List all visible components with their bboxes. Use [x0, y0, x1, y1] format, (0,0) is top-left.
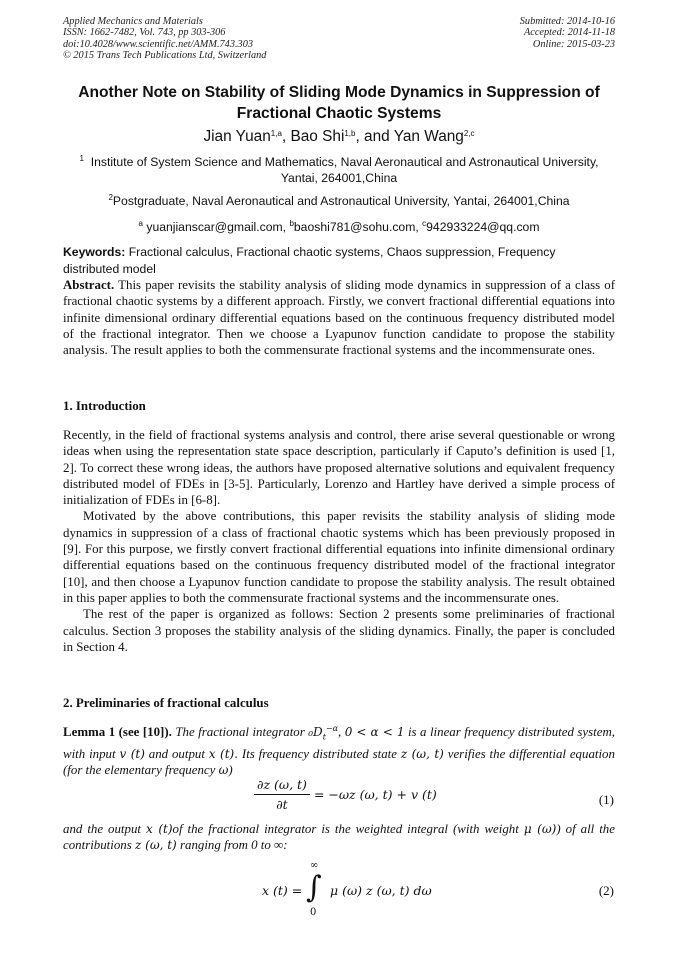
keywords	[63, 244, 615, 277]
journal-info	[63, 16, 266, 62]
author-separator: , and	[355, 128, 394, 145]
author-superscript: 1,a	[270, 129, 282, 138]
integral-lower-limit: 0	[310, 907, 317, 918]
email-address: baoshi781@sohu.com,	[293, 220, 423, 234]
alpha-range: 0 < α < 1	[344, 725, 405, 739]
contribution-symbol: z (ω, t)	[135, 838, 177, 853]
author-separator: ,	[281, 128, 291, 145]
state-symbol: z (ω, t)	[400, 746, 444, 761]
lemma-text: )	[228, 762, 233, 777]
author-name: Yan Wang	[393, 128, 464, 145]
output-symbol: x (t)	[145, 822, 173, 836]
operator-symbol: ₀D	[308, 725, 323, 739]
paragraph: The rest of the paper is organized as follows: Section 2 presents some preliminaries of fractional calculus. Section 3 proposes the stability analysis of the sliding dynamics. Finally, the paper is concluded in Section 4.	[63, 607, 615, 654]
email-address: yuanjianscar@gmail.com,	[146, 220, 290, 234]
accepted-date: Accepted: 2014-11-18	[523, 27, 615, 39]
email-address: 942933224@qq.com	[426, 220, 540, 234]
section-heading-introduction: 1. Introduction	[63, 399, 146, 413]
input-symbol: v (t)	[119, 746, 145, 761]
section-heading-preliminaries: 2. Preliminaries of fractional calculus	[63, 696, 269, 710]
lemma-text: The fractional integrator	[175, 725, 305, 739]
paper-title: Another Note on Stability of Sliding Mode Dynamics in Suppression of Fractional Chaotic Systems	[78, 84, 600, 122]
email-superscript: a	[138, 219, 143, 228]
partial-derivative	[254, 777, 310, 812]
equation-integrand: μ (ω) z (ω, t) dω	[330, 883, 432, 898]
equation-lhs: x (t) =	[262, 883, 303, 898]
lemma-text: ranging from 0 to ∞:	[179, 838, 288, 853]
paragraph: Motivated by the above contributions, this paper revisits the stability analysis of sliding mode dynamics in suppression of a class of fractional chaotic systems which has been previously proposed in [9]. For this purpose, we firstly convert fractional differential equations into infinite dimensional ordinary differential equations based on the continuous frequency distributed model of the fractional integrator [10], and then choose a Lyapunov function candidate to propose the stability analysis. The result obtained in this paper applies to both the commensurate fractional systems and the incommensurate ones.	[63, 509, 615, 605]
fraction-numerator: ∂z (ω, t)	[254, 777, 310, 795]
email-superscript: c	[422, 219, 427, 228]
operator-subscript: t	[322, 732, 326, 742]
equation-2	[262, 862, 442, 922]
lemma-text: Its frequency distributed state	[241, 746, 397, 761]
author-list	[40, 127, 638, 147]
affiliation-superscript: 1	[79, 154, 84, 163]
submission-dates	[520, 16, 615, 50]
fractional-operator	[308, 724, 339, 742]
lemma-text: ) of all the contributions	[63, 822, 615, 853]
affiliation-2	[66, 193, 612, 209]
omega-symbol: ω	[218, 762, 229, 777]
lemma-text: and output	[148, 746, 205, 761]
journal-name: Applied Mechanics and Materials	[63, 16, 203, 27]
issn-line: ISSN: 1662-7482, Vol. 743, pp 303-306	[63, 27, 226, 39]
author-name: Bao Shi	[290, 128, 345, 145]
lemma-text: is a linear frequency distributed system, with input	[63, 725, 615, 761]
equation-1-number: (1)	[598, 792, 614, 807]
abstract-text: This paper revisits the stability analysis of sliding mode dynamics in suppression of a class of fractional chaotic systems by a different approach. Firstly, we convert fractional differential equations into infinite dimensional ordinary differential equations based on the continuous frequency distributed model of the fractional integrator. Then we choose a Lyapunov function candidate to propose the stability analysis. The result applies to both the commensurate fractional systems and the incommensurate ones.	[63, 278, 615, 358]
integral-sign: ∫	[306, 870, 322, 905]
keywords-text: Fractional calculus, Fractional chaotic systems, Chaos suppression, Frequency distributed model	[63, 245, 556, 276]
affiliation-1	[66, 154, 612, 186]
affiliation-text: Postgraduate, Naval Aeronautical and Astronautical University, Yantai, 264001,China	[112, 194, 570, 208]
author-superscript: 2,c	[463, 129, 475, 138]
fraction-denominator: ∂t	[276, 797, 288, 812]
copyright-line: © 2015 Trans Tech Publications Ltd, Switzerland	[63, 50, 267, 62]
equation-1	[254, 777, 437, 812]
abstract	[63, 277, 615, 358]
equation-rhs: = −ωz (ω, t) + v (t)	[313, 787, 437, 802]
doi-line: doi:10.4028/www.scientific.net/AMM.743.303	[63, 38, 253, 50]
integral-upper-limit: ∞	[310, 860, 319, 871]
abstract-label: Abstract.	[63, 278, 115, 292]
author-superscript: 1,b	[344, 129, 356, 138]
weight-symbol: μ (ω)	[523, 822, 557, 836]
submitted-date: Submitted: 2014-10-16	[519, 16, 615, 27]
lemma-text: and the output	[63, 822, 141, 836]
online-date: Online: 2015-03-23	[532, 38, 615, 50]
lemma-label: Lemma 1 (see [10]).	[63, 725, 172, 739]
email-list	[66, 219, 612, 235]
output-symbol: x (t).	[208, 746, 239, 761]
lemma-1: Lemma 1 (see [10]). The fractional integrator $_0D_t^{-\alpha}$, 0 < α < 1 is a linear frequency distributed system, with input v (t) and output x (t). Its frequency distributed state z (ω, t) verifies the differential equation (for the elementary frequency ω)	[63, 724, 615, 777]
affiliation-superscript: 2	[108, 193, 113, 202]
introduction-body	[63, 427, 615, 655]
operator-exponent: −α	[325, 724, 339, 733]
author-name: Jian Yuan	[203, 128, 271, 145]
lemma-text: verifies the differential equation (for the elementary frequency	[63, 746, 615, 777]
lemma-continuation	[63, 821, 615, 854]
lemma-text: of the fractional integrator is the weighted integral (with weight	[172, 822, 519, 836]
paragraph: Recently, in the field of fractional systems analysis and control, there arise several questionable or wrong ideas when using the representation state space description, particularly if Caputo’s definition is used [1, 2]. To correct these wrong ideas, the authors have proposed alternative solutions and equivalent frequency distributed model of FDEs in [3-5]. Particularly, Lorenzo and Hartley have derived a simple process of initialization of FDEs in [6-8].	[63, 428, 615, 508]
email-superscript: b	[289, 219, 294, 228]
keywords-label: Keywords:	[63, 245, 126, 259]
affiliation-text: Institute of System Science and Mathematics, Naval Aeronautical and Astronautical University, Yantai, 264001,China	[90, 155, 599, 185]
equation-2-number: (2)	[598, 883, 614, 898]
